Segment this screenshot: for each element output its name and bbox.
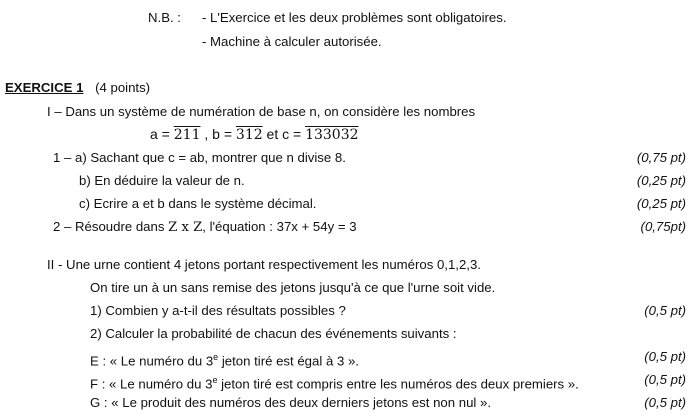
nb-line-2: - Machine à calculer autorisée.	[202, 34, 382, 49]
part2-draw: On tire un à un sans remise des jetons jusqu'à ce que l'urne soit vide.	[90, 280, 496, 295]
event-f-post: jeton tiré est compris entre les numéros des deux premiers ».	[217, 376, 579, 392]
event-f-pre: F : « Le numéro du 3	[90, 376, 213, 392]
event-e-pre: E : « Le numéro du 3	[90, 353, 214, 369]
event-f-points: (0,5 pt)	[644, 372, 686, 387]
question-1a-points: (0,75 pt)	[636, 150, 686, 165]
question-1b-points: (0,25 pt)	[636, 173, 686, 188]
part2-question-1-points: (0,5 pt)	[644, 303, 686, 318]
part2-question-1: 1) Combien y a-t-il des résultats possibles ?	[90, 303, 346, 318]
event-f-sup: e	[212, 375, 218, 385]
exercise-points: (4 points)	[95, 80, 151, 95]
event-g: G : « Le produit des numéros des deux derniers jetons est non nul ».	[90, 395, 491, 410]
exercise-title: EXERCICE 1	[5, 80, 84, 95]
a-label: a =	[150, 126, 174, 142]
part2-question-2: 2) Calculer la probabilité de chacun des événements suivants :	[90, 326, 457, 341]
question-1a: 1 – a) Sachant que c = ab, montrer que n divise 8.	[53, 150, 346, 165]
event-g-points: (0,5 pt)	[644, 395, 686, 410]
c-value: 133032	[305, 127, 359, 143]
part1-intro: I – Dans un système de numération de base n, on considère les nombres	[47, 104, 476, 119]
event-e-sup: e	[213, 352, 219, 362]
numbers-line	[150, 126, 359, 143]
question-1b: b) En déduire la valeur de n.	[79, 173, 245, 188]
b-value: 312	[235, 127, 263, 143]
question-2-prefix: 2 – Résoudre dans	[53, 219, 169, 234]
b-label: , b =	[200, 126, 236, 142]
c-label: et c =	[262, 126, 306, 142]
a-value: 211	[173, 127, 201, 143]
event-e	[90, 349, 359, 369]
nb-line-1: - L'Exercice et les deux problèmes sont obligatoires.	[202, 10, 507, 25]
event-e-points: (0,5 pt)	[644, 349, 686, 364]
question-2-suffix: , l'équation : 37x + 54y = 3	[202, 219, 357, 234]
part2-intro: II - Une urne contient 4 jetons portant respectivement les numéros 0,1,2,3.	[47, 257, 481, 272]
event-f	[90, 372, 579, 392]
question-2-points: (0,75pt)	[640, 219, 686, 234]
question-2	[53, 219, 357, 236]
event-e-post: jeton tiré est égal à 3 ».	[218, 353, 359, 369]
question-1c-points: (0,25 pt)	[636, 196, 686, 211]
integer-set: Z x Z	[168, 220, 203, 235]
question-1c: c) Ecrire a et b dans le système décimal.	[79, 196, 317, 211]
exercise-heading	[5, 80, 150, 96]
nb-label: N.B. :	[148, 10, 181, 25]
